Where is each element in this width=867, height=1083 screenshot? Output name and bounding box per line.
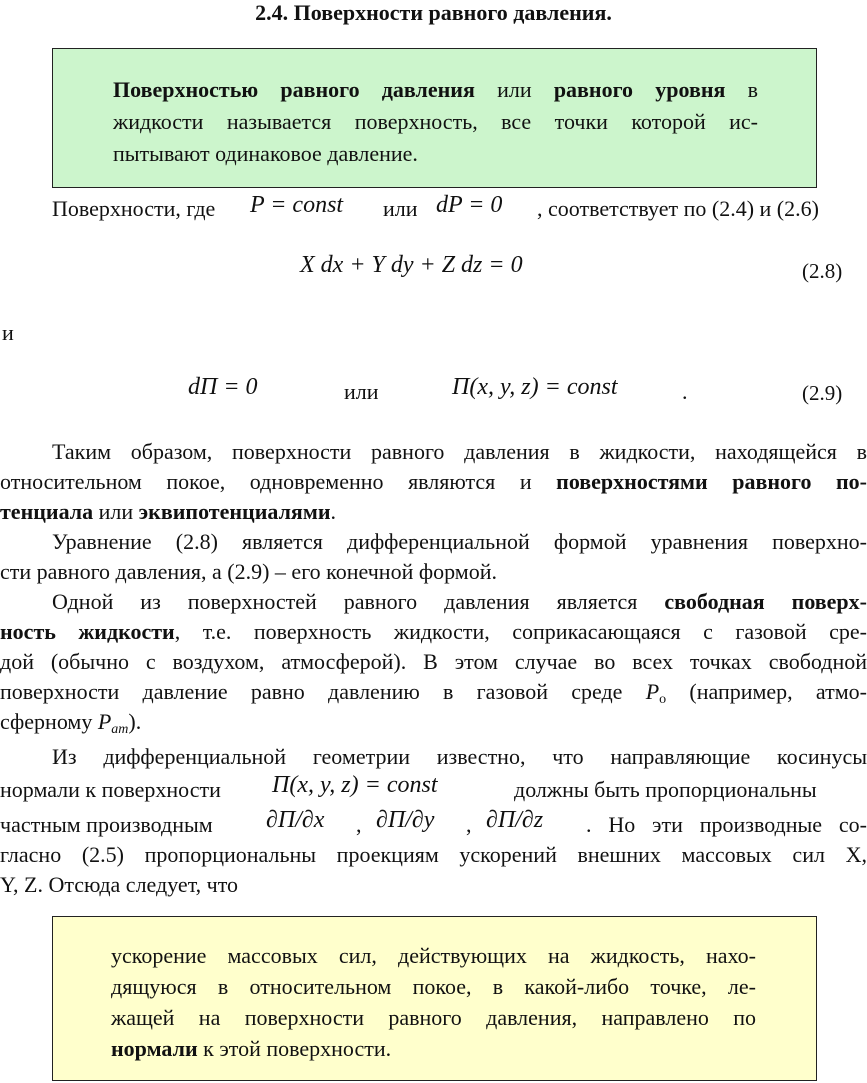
text: сферному xyxy=(0,709,98,734)
equation-2-9-left: dП = 0 xyxy=(188,374,258,400)
para4-line-3-a: частным производным xyxy=(0,812,213,837)
text: P xyxy=(97,709,112,734)
para4-line-2-b: должны быть пропорциональны xyxy=(514,777,817,802)
text: ). xyxy=(128,709,142,734)
equation-2-9-right: П(x, y, z) = const xyxy=(452,374,618,400)
para1-line-3 xyxy=(0,497,336,527)
intro-suffix: , соответствует по (2.4) и (2.6) xyxy=(537,196,819,221)
text: ат xyxy=(111,722,129,737)
definition-line-2: жидкости называется поверхность, все точки которой ис- xyxy=(113,109,758,134)
text: относительном покое, одновременно являются и xyxy=(0,469,557,494)
para1-line-2 xyxy=(0,467,867,497)
equation-2-8: X dx + Y dy + Z dz = 0 xyxy=(300,252,523,278)
para3-line-3: дой (обычно с воздухом, атмосферой). В этом случае во всех точках свободной xyxy=(0,649,867,674)
term-equipotential-surfaces: поверхностями равного по- xyxy=(556,469,867,494)
text: . xyxy=(330,499,336,524)
equation-number-2-9: (2.9) xyxy=(802,381,843,405)
text: или xyxy=(474,77,554,102)
conclusion-line-3: жащей на поверхности равного давления, направлено по xyxy=(111,1005,756,1030)
para4-line-4: гласно (2.5) пропорциональны проекциям ускорений внешних массовых сил X, xyxy=(0,842,867,867)
para2-line-2: сти равного давления, а (2.9) – его конечной формой. xyxy=(0,559,497,584)
text: или xyxy=(93,499,139,524)
intro-or: или xyxy=(383,196,418,221)
equation-number-2-8: (2.8) xyxy=(802,259,843,283)
and-word: и xyxy=(2,320,14,345)
comma: , xyxy=(356,812,362,837)
conclusion-box xyxy=(52,916,817,1081)
text: поверхности давление равно давлению в газовой среде xyxy=(0,679,646,704)
section-title: 2.4. Поверхности равного давления. xyxy=(255,0,612,25)
term-equipotentials: эквипотенциалями xyxy=(138,499,331,524)
formula-dpi-dz: ∂П/∂z xyxy=(486,807,544,833)
conclusion-line-2: дящуюся в относительном покое, в какой-либо точке, ле- xyxy=(111,974,756,999)
term-equal-pressure: Поверхностью равного давления xyxy=(113,77,475,102)
definition-line-1 xyxy=(113,75,758,105)
formula-dp-zero: dP = 0 xyxy=(436,192,503,218)
text: о xyxy=(659,692,667,707)
text: P xyxy=(645,679,660,704)
comma: , xyxy=(466,812,472,837)
formula-dpi-dy: ∂П/∂y xyxy=(376,807,435,833)
para3-line-2 xyxy=(0,617,867,647)
text: (например, атмо- xyxy=(666,679,867,704)
text: в xyxy=(725,77,758,102)
equation-2-9-or: или xyxy=(344,379,379,404)
text: Одной из поверхностей равного давления является xyxy=(52,589,665,614)
term-free-surface: свободная поверх- xyxy=(664,589,867,614)
intro-prefix: Поверхности, где xyxy=(52,196,216,221)
formula-dpi-dx: ∂П/∂x xyxy=(266,807,325,833)
text: ность жидкости xyxy=(0,619,175,644)
para4-line-3-b: . Но эти производные со- xyxy=(586,812,867,837)
para4-line-5: Y, Z. Отсюда следует, что xyxy=(0,872,239,897)
definition-line-3: пытывают одинаковое давление. xyxy=(113,141,418,166)
text: к этой поверхности. xyxy=(197,1036,392,1061)
term-normal: нормали xyxy=(111,1036,198,1061)
equation-2-9-dot: . xyxy=(682,379,688,404)
para1-line-1: Таким образом, поверхности равного давления в жидкости, находящейся в xyxy=(52,439,867,464)
para3-line-1 xyxy=(52,587,867,617)
para2-line-1: Уравнение (2.8) является дифференциальной формой уравнения поверхно- xyxy=(52,529,867,554)
para3-line-5 xyxy=(0,707,141,745)
formula-p-const: P = const xyxy=(250,192,344,218)
text: тенциала xyxy=(0,499,94,524)
conclusion-line-1: ускорение массовых сил, действующих на жидкость, нахо- xyxy=(111,943,756,968)
term-equal-level: равного уровня xyxy=(553,77,726,102)
para4-line-1: Из дифференциальной геометрии известно, что направляющие косинусы xyxy=(52,744,867,769)
para4-line-2-a: нормали к поверхности xyxy=(0,777,221,802)
conclusion-line-4 xyxy=(111,1034,391,1064)
text: , т.е. поверхность жидкости, соприкасающаяся с газовой сре- xyxy=(174,619,867,644)
definition-box xyxy=(52,48,817,188)
formula-pi-const: П(x, y, z) = const xyxy=(272,772,438,798)
